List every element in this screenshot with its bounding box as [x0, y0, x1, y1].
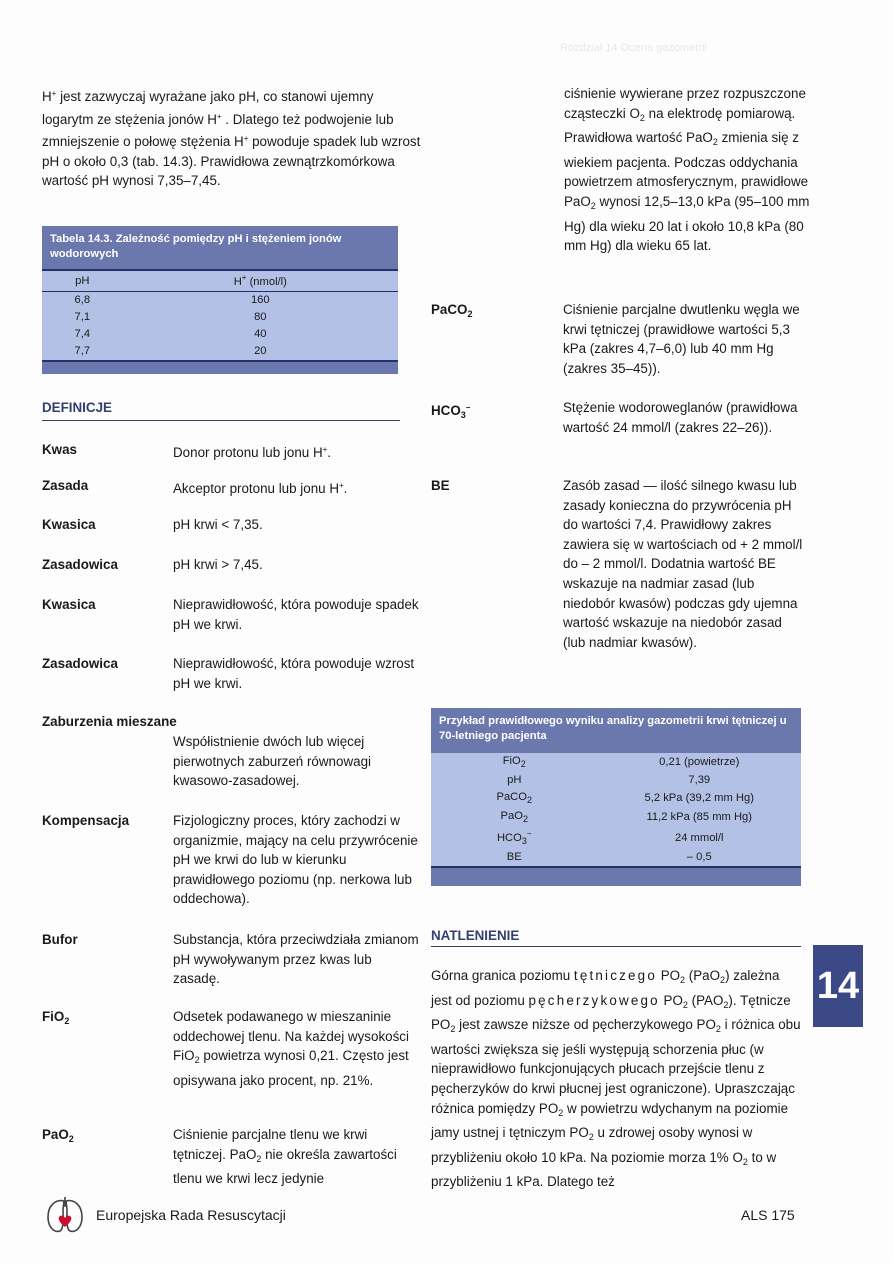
- table-row: 6,8 160: [74, 294, 270, 306]
- table-14-3: [42, 226, 398, 374]
- section-divider: [431, 946, 801, 947]
- table-row: PaO$_2$ 11,2 kPa (85 mm Hg): [500, 810, 752, 824]
- lungs-heart-logo-icon: [42, 1195, 88, 1242]
- chapter-tab: 14: [813, 945, 863, 1027]
- example-abg-table: [431, 708, 801, 886]
- table-header-ph: pH: [42, 271, 123, 292]
- intro-paragraph: H+ jest zazwyczaj wyrażane jako pH, co stanowi ujemny logarytm ze stężenia jonów H+ . Dlatego też podwojenie lub zmniejszenie o połowę stężenia H+ powoduje spadek lub wzrost pH o około 0,3 (tab. 14.3). Prawidłowa zewnątrzkomórkowa wartość pH wynosi 7,35–7,45.: [42, 89, 421, 189]
- table-row: $HCO_3^-$ 24 mmol/l: [496, 829, 724, 846]
- publisher-name: Europejska Rada Resuscytacji: [96, 1207, 286, 1223]
- table-row: BE – 0,5: [506, 851, 712, 863]
- page: Rozdział 14 Ocena gazometrii H+ jest zazwyczaj wyrażane jako pH, co stanowi ujemny logarytm ze stężenia jonów H+ . Dlatego też podwojenie lub zmniejszenie o połowę stężenia H+ powoduje spadek lub wzrost pH o około 0,3 (tab. 14.3). Prawidłowa zewnątrzkomórkowa wartość pH wynosi 7,35–7,45. Tabela 14.3. Zależność pomiędzy pH i stężeniem jonów wodorowych pH H+ (nmol/l) 6,8 160 7,1 80 7,4 40 7,7 20 DEFINICJE Kwas Donor protonu lub jonu H+. Zasada Akceptor protonu lub jonu H+. Kwasica pH krwi < 7,35. Zasadowica pH krwi > 7,45. Kwasica Nieprawidłowość, która powoduje spadek pH we krwi. Zasadowica Nieprawidłowość, która powoduje wzrost pH we krwi. Zaburzenia mieszane Współistnienie dwóch lub więcej pierwotnych zaburzeń równowagi kwasowo-zasadowej. Kompensacja Fizjologiczny proces, który zachodzi w organizmie, mający na celu przywrócenie pH we krwi do lub w kierunku prawidłowego poziomu (np. nerkowa lub oddechowa). Bufor Substancja, która przeciwdziała zmianom pH wywoływanym przez kwas lub zasadę. FiO$_2$ Odsetek podawanego w mieszaninie oddechowej tlenu. Na każdej wysokości FiO$_2$ powietrza wynosi 0,21. Często jest opisywana jako procent, np. 21%. PaO$_2$ Ciśnienie parcjalne tlenu we krwi tętniczej. PaO$_2$ nie określa zawartości tlenu we krwi lecz jedynie ciśnienie wywierane przez rozpuszczone cząsteczki $O_2$ na elektrodę pomiarową. Prawidłowa wartość PaO$_2$ zmienia się z wiekiem pacjenta. Podczas oddychania powietrzem atmosferycznym, prawidłowe PaO$_2$ wynosi 12,5–13,0 kPa (95–100 mm Hg) dla wieku 20 lat i około 10,8 kPa (80 mm Hg) dla wieku 65 lat. PaCO$_2$ Ciśnienie parcjalne dwutlenku węgla we krwi tętniczej (prawidłowe wartości 5,3 kPa (zakres 4,7–6,0) lub 40 mm Hg (zakres 35–45)). $HCO_3^-$ Stężenie wodoroweglanów (prawidłowa wartość 24 mmol/l (zakres 22–26)). BE Zasób zasad — ilość silnego kwasu lub zasady konieczna do przywrócenia pH do wartości 7,4. Prawidłowy zakres zawiera się w wartościach od + 2 mmol/l do – 2 mmol/l. Dodatnia wartość BE wskazuje na nadmiar zasad (lub niedobór kwasów) podczas gdy ujemna wartość wskazuje na niedobór zasad (lub nadmiar kwasów). Przykład prawidłowego wyniku analizy gazometrii krwi tętniczej u 70-letniego pacjenta FiO$_2$ 0,21 (powietrze) pH 7,39 PaCO$_2$ 5,2 kPa (39,2 mm Hg) PaO$_2$ 11,2 kPa (85 mm Hg) $HCO_3^-$ 24 mmol/l BE – 0,5 NATLENIENIE Górna granica poziomu tętniczego $PO_2$ (PaO$_2$) zależna jest od poziomu pęcherzykowego $PO_2$ $(PAO_2)$. Tętnicze $PO_2$ jest zawsze niższe od pęcherzykowego $PO_2$ i różnica obu wartości zwiększa się jeśli występują schorzenia płuc (w nieprawidłowo funkcjonujących płucach przejście tlenu z pęcherzyków do krwi płucnej jest ograniczone). Upraszczając różnica pomiędzy $PO_2$ w powietrzu wdychanym na poziomie jamy ustnej i tętniczym $PO_2$ u zdrowej osoby wynosi w przybliżeniu około 10 kPa. Na poziomie morza 1% $O_2$ to w przybliżeniu 1 kPa. Dlatego też 14 Europejska Rada Resuscytacji ALS 175: [0, 0, 893, 1263]
- table-header-h: H+ (nmol/l): [123, 271, 398, 292]
- pao2-continuation: ciśnienie wywierane przez rozpuszczone cząsteczki $O_2$ na elektrodę pomiarową. Prawidłowa wartość PaO$_2$ zmienia się z wiekiem pacjenta. Podczas oddychania powietrzem atmosferycznym, prawidłowe PaO$_2$ wynosi 12,5–13,0 kPa (95–100 mm Hg) dla wieku 20 lat i około 10,8 kPa (80 mm Hg) dla wieku 65 lat.: [564, 86, 810, 254]
- table-row: PaCO$_2$ 5,2 kPa (39,2 mm Hg): [496, 791, 754, 805]
- section-heading-oxygenation: NATLENIENIE: [431, 928, 520, 943]
- table-row: pH 7,39: [507, 774, 711, 786]
- page-number: ALS 175: [741, 1207, 795, 1223]
- section-divider: [42, 420, 400, 421]
- oxygenation-paragraph: Górna granica poziomu tętniczego $PO_2$ (PaO$_2$) zależna jest od poziomu pęcherzykowego $PO_2$ $(PAO_2)$. Tętnicze $PO_2$ jest zawsze niższe od pęcherzykowego $PO_2$ i różnica obu wartości zwiększa się jeśli występują schorzenia płuc (w nieprawidłowo funkcjonujących płucach przejście tlenu z pęcherzyków do krwi płucnej jest ograniczone). Upraszczając różnica pomiędzy $PO_2$ w powietrzu wdychanym na poziomie jamy ustnej i tętniczym $PO_2$ u zdrowej osoby wynosi w przybliżeniu około 10 kPa. Na poziomie morza 1% $O_2$ to w przybliżeniu 1 kPa. Dlatego też: [431, 968, 801, 1190]
- table-row: FiO$_2$ 0,21 (powietrze): [502, 755, 740, 769]
- table-row: 7,1 80: [74, 311, 267, 323]
- table-row: 7,4 40: [74, 328, 267, 340]
- table-row: 7,7 20: [74, 345, 267, 357]
- table-title: Przykład prawidłowego wyniku analizy gazometrii krwi tętniczej u 70-letniego pacjenta: [439, 715, 787, 742]
- section-heading-definitions: DEFINICJE: [42, 400, 112, 415]
- bleed-header: Rozdział 14 Ocena gazometrii: [560, 42, 707, 54]
- table-title: Tabela 14.3. Zależność pomiędzy pH i stężeniem jonów wodorowych: [50, 233, 342, 260]
